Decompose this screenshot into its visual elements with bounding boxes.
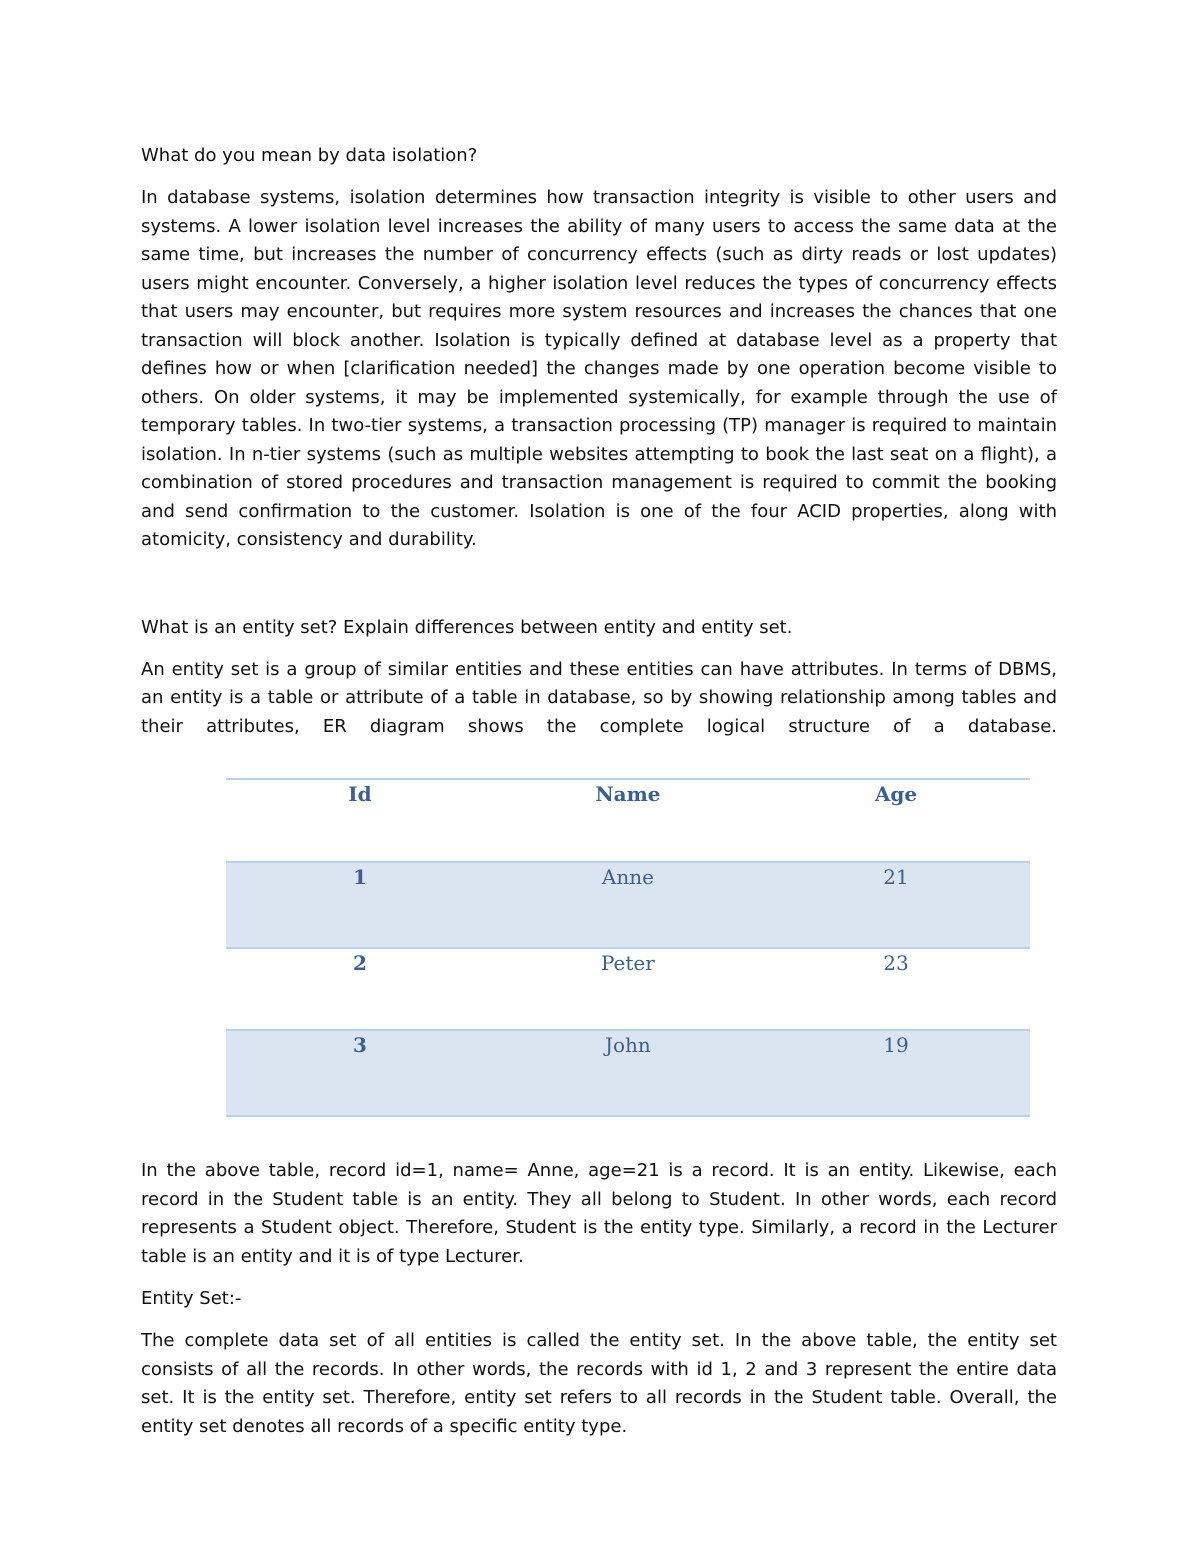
question-1-answer: In database systems, isolation determines how transaction integrity is visible to other users and systems. A lower isolation level increases the ability of many users to access the same data at the same time, but increases the number of concurrency effects (such as dirty reads or lost updates) users might encounter. Conversely, a higher isolation level reduces the types of concurrency effects that users may encounter, but requires more system resources and increases the chances that one transaction will block another. Isolation is typically defined at database level as a property that defines how or when [clarification needed] the changes made by one operation become visible to others. On older systems, it may be implemented systemically, for example through the use of temporary tables. In two-tier systems, a transaction processing (TP) manager is required to maintain isolation. In n-tier systems (such as multiple websites attempting to book the last seat on a flight), a combination of stored procedures and transaction management is required to commit the booking and send confirmation to the customer. Isolation is one of the four ACID properties, along with atomicity, consistency and durability.	[141, 187, 1057, 550]
question-2-heading: What is an entity set? Explain differences between entity and entity set.	[141, 616, 793, 638]
table-row	[226, 948, 1030, 1030]
header-age: Age	[762, 779, 1030, 862]
question-1-heading: What do you mean by data isolation?	[141, 145, 478, 166]
cell-id: 1	[226, 862, 494, 948]
cell-age: 23	[762, 948, 1030, 1030]
cell-id: 2	[226, 948, 494, 1030]
cell-name: Anne	[494, 862, 762, 948]
table-row	[226, 1030, 1030, 1116]
cell-id: 3	[226, 1030, 494, 1116]
document-page	[141, 142, 1057, 1441]
header-id: Id	[226, 779, 494, 862]
cell-name: John	[494, 1030, 762, 1116]
cell-age: 19	[762, 1030, 1030, 1116]
table-row	[226, 862, 1030, 948]
entity-explanation: In the above table, record id=1, name= Anne, age=21 is a record. It is an entity. Likewise, each record in the Student table is an entity. They all belong to Student. In other words, each record represents a Student object. Therefore, Student is the entity type. Similarly, a record in the Lecturer table is an entity and it is of type Lecturer.	[141, 1160, 1057, 1267]
header-name: Name	[494, 779, 762, 862]
cell-age: 21	[762, 862, 1030, 948]
entity-table	[226, 778, 1030, 1117]
cell-name: Peter	[494, 948, 762, 1030]
question-2-answer: An entity set is a group of similar entities and these entities can have attributes. In terms of DBMS, an entity is a table or attribute of a table in database, so by showing relationship among tables and their attributes, ER diagram shows the complete logical structure of a database.	[141, 658, 1057, 737]
entity-table-wrapper	[226, 778, 1030, 1117]
entity-set-definition: The complete data set of all entities is called the entity set. In the above table, the entity set consists of all the records. In other words, the records with id 1, 2 and 3 represent the entire data set. It is the entity set. Therefore, entity set refers to all records in the Student table. Overall, the entity set denotes all records of a specific entity type.	[141, 1330, 1057, 1437]
entity-set-subheading: Entity Set:-	[141, 1288, 242, 1309]
table-header-row	[226, 779, 1030, 862]
